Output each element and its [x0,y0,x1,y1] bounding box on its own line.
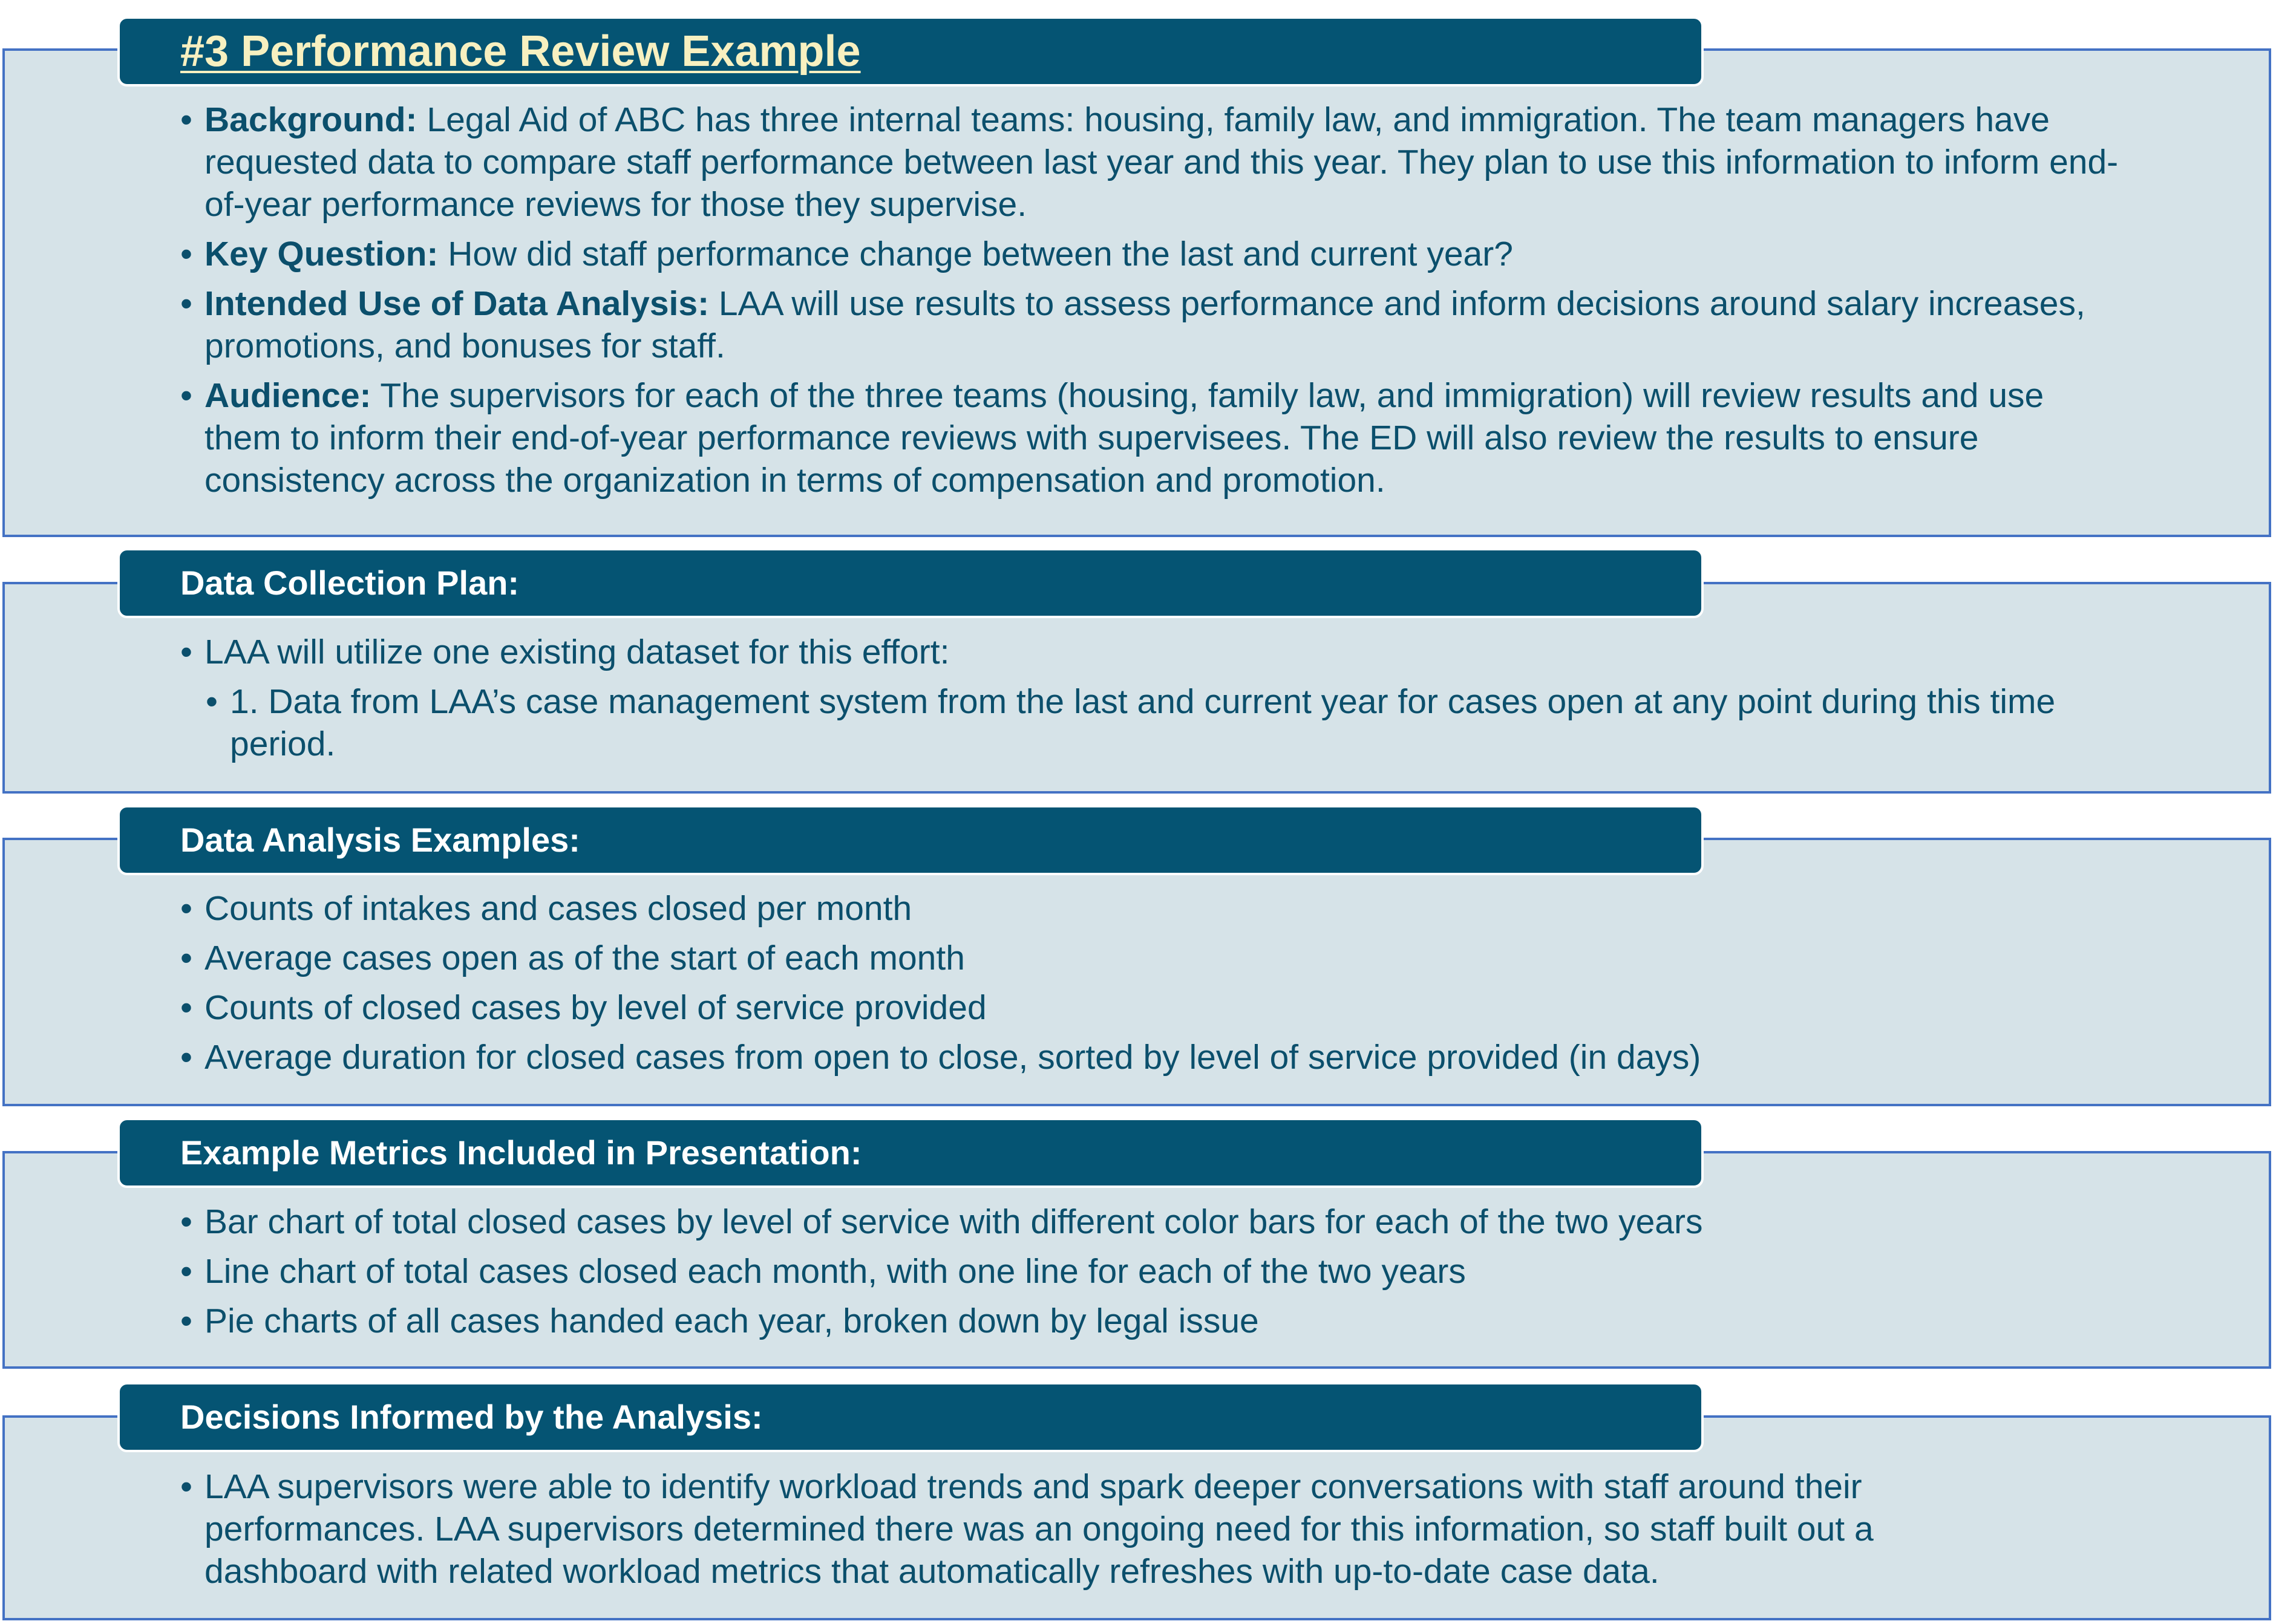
metrics-list [180,1201,2116,1349]
key-question-text: How did staff performance change between the last and current year? [448,235,1513,273]
intended-use-text: LAA will use results to assess performance and inform decisions around salary increases, promotions, and bonuses for staff. [204,284,2085,365]
data-collection-list [180,631,2056,772]
audience-label: Audience: [204,376,371,415]
list-item: • Counts of closed cases by level of service provided [180,986,2116,1029]
page-title: #3 Performance Review Example [117,16,1704,86]
list-item: • Average duration for closed cases from open to close, sorted by level of service provided (in days) [180,1036,2116,1078]
list-item [180,99,2128,226]
list-item: • Pie charts of all cases handed each year, broken down by legal issue [180,1300,2116,1342]
background-label: Background: [204,100,417,139]
decisions-list [180,1466,2032,1600]
list-item: • Counts of intakes and cases closed per month [180,887,2116,930]
list-item: • 1. Data from LAA’s case management system from the last and current year for cases open at any point during this time period. [206,680,2056,765]
list-item: • Line chart of total cases closed each month, with one line for each of the two years [180,1250,2116,1293]
intended-use-label: Intended Use of Data Analysis: [204,284,710,323]
audience-text: The supervisors for each of the three teams (housing, family law, and immigration) will review results and use them to inform their end-of-year performance reviews with supervisees. The ED will also review the results to ensure consistency across the organization in terms of compensation and promotion. [204,376,2044,500]
list-item [180,374,2128,501]
overview-list [180,99,2128,509]
list-item [180,233,2128,275]
decisions-heading: Decisions Informed by the Analysis: [117,1382,1704,1452]
list-item: • LAA will utilize one existing dataset for this effort: [180,631,2056,673]
data-analysis-heading: Data Analysis Examples: [117,805,1704,875]
list-item: • Bar chart of total closed cases by level of service with different color bars for each of the two years [180,1201,2116,1243]
list-item: • Average cases open as of the start of each month [180,937,2116,979]
background-text: Legal Aid of ABC has three internal teams: housing, family law, and immigration. The team managers have requested data to compare staff performance between last year and this year. They plan to use this information to inform end-of-year performance reviews for those they supervise. [204,100,2119,224]
list-item [180,282,2128,367]
data-collection-heading: Data Collection Plan: [117,548,1704,618]
data-analysis-list [180,887,2116,1086]
metrics-heading: Example Metrics Included in Presentation: [117,1118,1704,1188]
key-question-label: Key Question: [204,235,439,273]
list-item: • LAA supervisors were able to identify workload trends and spark deeper conversations with staff around their performances. LAA supervisors determined there was an ongoing need for this information, so staff built out a dashboard with related workload metrics that automatically refreshes with up-to-date case data. [180,1466,2032,1593]
